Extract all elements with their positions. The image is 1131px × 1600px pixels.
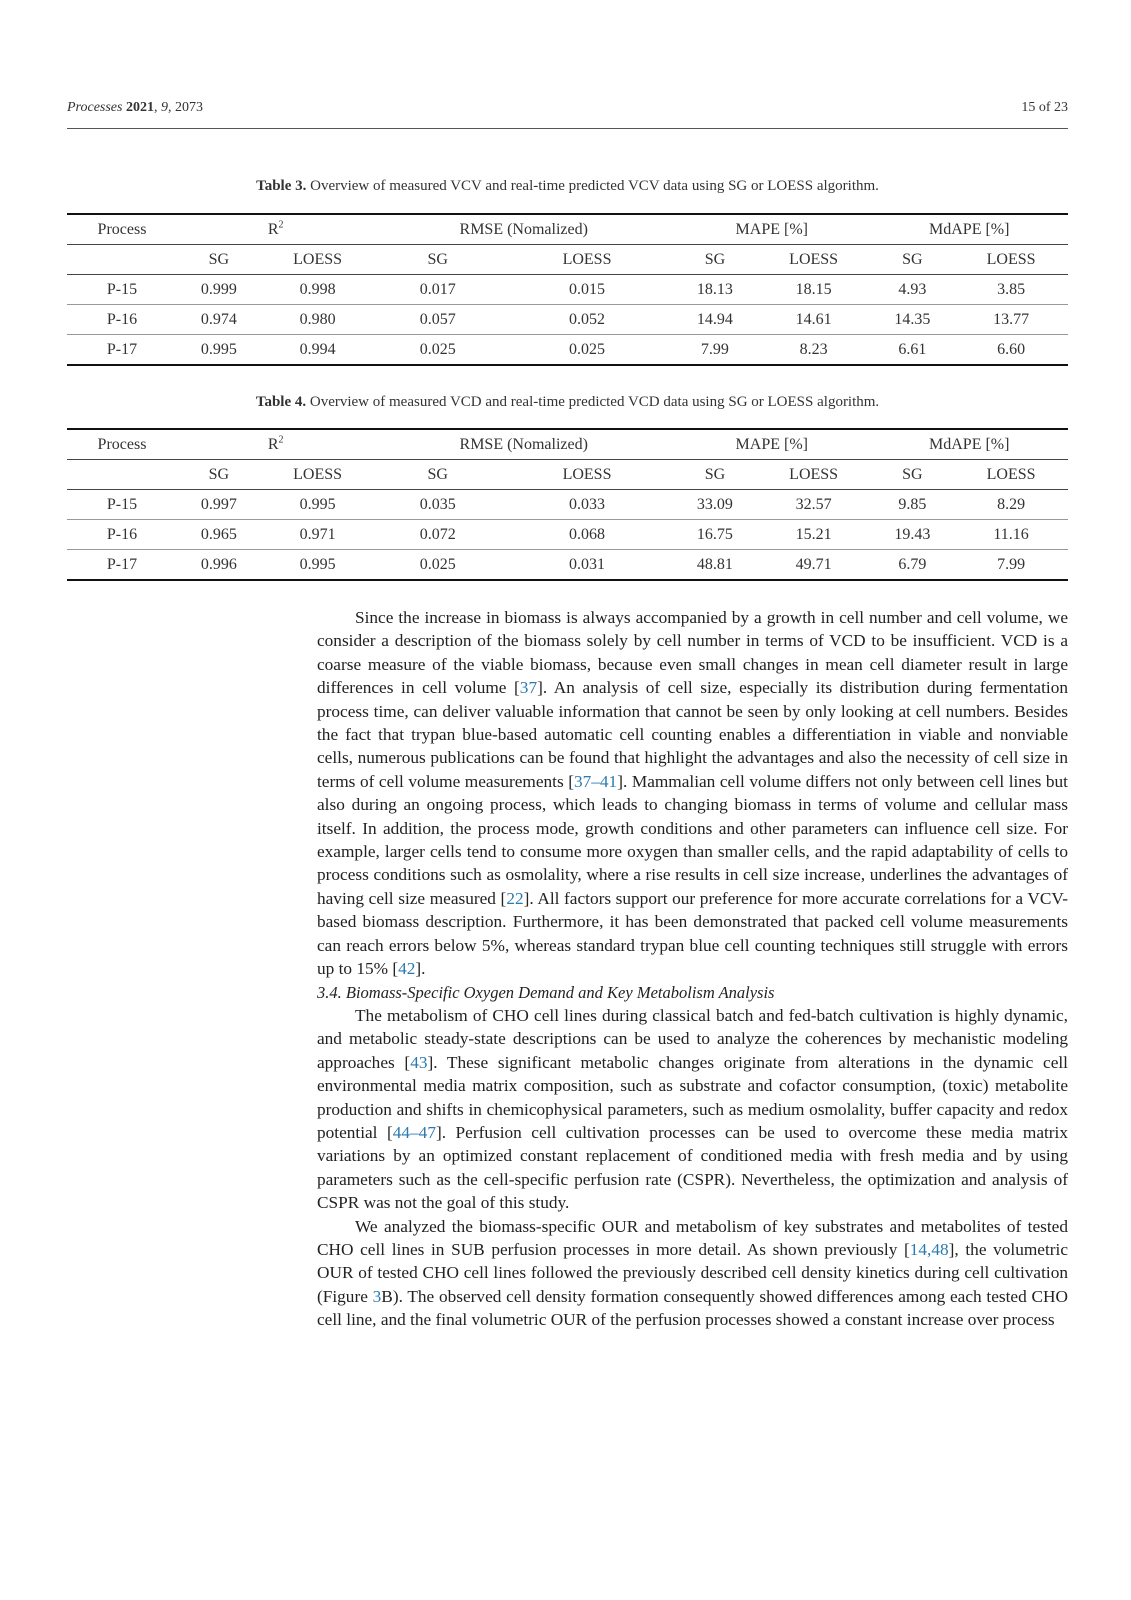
table-cell: 48.81 [673, 550, 757, 581]
table-cell: 9.85 [870, 490, 954, 520]
paragraph-biomass-description: Since the increase in biomass is always accompanied by a growth in cell number and cell volume, we consider a description of the biomass solely by cell number in terms of VCD to be insufficient. VCD is a coarse measure of the viable biomass, because even small changes in mean cell diameter result in large differences in cell volume [37]. An analysis of cell size, especially its distribution during fermentation process time, can deliver valuable information that cannot be seen by only looking at cell numbers. Besides the fact that trypan blue-based automatic cell counting enables a differentiation in viable and nonviable cells, numerous publications can be found that highlight the advantages and also the necessity of cell size in terms of cell volume measurements [37–41]. Mammalian cell volume differs not only between cell lines but also during an ongoing process, which leads to changing biomass in terms of volume and cellular mass itself. In addition, the process mode, growth conditions and other parameters can influence cell size. For example, larger cells tend to consume more oxygen than smaller cells, and the rapid adaptability of cells to process conditions such as osmolality, where a rise results in cell size increase, underlines the advantages of having cell size measured [22]. All factors support our preference for more accurate correlations for a VCV-based biomass description. Furthermore, it has been demonstrated that packed cell volume measurements can reach errors below 5%, whereas standard trypan blue cell counting techniques still struggle with errors up to 15% [42]. [317, 608, 1068, 979]
table-cell: 0.965 [177, 520, 261, 550]
subheader-cell: SG [374, 460, 501, 490]
table-cell: 18.13 [673, 275, 757, 305]
subheader-cell: SG [673, 460, 757, 490]
table-cell: 14.35 [870, 305, 954, 335]
citation-link[interactable]: 42 [398, 959, 416, 979]
table-cell: 0.997 [177, 490, 261, 520]
subheader-cell: SG [673, 245, 757, 275]
col-header-mape: MAPE [%] [673, 214, 870, 245]
table-cell: 14.94 [673, 305, 757, 335]
col-header-mape: MAPE [%] [673, 429, 870, 460]
table-cell: 7.99 [673, 335, 757, 366]
table-cell: 14.61 [757, 305, 871, 335]
table-cell: P-16 [67, 305, 177, 335]
section-heading: 3.4. Biomass-Specific Oxygen Demand and Key Metabolism Analysis [317, 982, 775, 1002]
table-cell: 7.99 [954, 550, 1068, 581]
table-cell: 0.072 [374, 520, 501, 550]
table-cell: 49.71 [757, 550, 871, 581]
table-cell: 0.025 [501, 335, 673, 366]
table-4 [67, 428, 1068, 581]
table-cell: 13.77 [954, 305, 1068, 335]
table-4-caption-text: Overview of measured VCD and real-time predicted VCD data using SG or LOESS algorithm. [309, 394, 880, 410]
table-cell: 6.79 [870, 550, 954, 581]
table-3-caption-text: Overview of measured VCV and real-time predicted VCV data using SG or LOESS algorithm. [310, 178, 879, 194]
col-header-rmse: RMSE (Nomalized) [374, 214, 673, 245]
citation-link[interactable]: 22 [506, 888, 524, 908]
article-number: 2073 [174, 100, 203, 115]
table-header-row [67, 214, 1068, 245]
table-cell: 0.033 [501, 490, 673, 520]
col-header-process: Process [67, 214, 177, 245]
journal-name: Processes [67, 100, 123, 115]
table-cell: 0.995 [177, 335, 261, 366]
figure-link[interactable]: 3 [372, 1286, 382, 1306]
table-row [67, 520, 1068, 550]
table-cell: P-17 [67, 335, 177, 366]
table-cell: 0.995 [261, 490, 375, 520]
table-cell: 8.23 [757, 335, 871, 366]
table-cell: 0.017 [374, 275, 501, 305]
citation-link[interactable]: 14,48 [909, 1239, 949, 1259]
table-cell: 0.035 [374, 490, 501, 520]
table-subheader-row [67, 245, 1068, 275]
col-header-r2: $R^2$ [177, 214, 374, 245]
table-cell: 0.999 [177, 275, 261, 305]
table-cell: 0.996 [177, 550, 261, 581]
table-row [67, 490, 1068, 520]
table-cell: 0.025 [374, 335, 501, 366]
paragraph-cho-metabolism: The metabolism of CHO cell lines during classical batch and fed-batch cultivation is highly dynamic, and metabolic steady-state descriptions can be used to analyze the coherences by mechanistic modeling approaches [43]. These significant metabolic changes originate from alterations in the dynamic cell environmental media matrix composition, such as substrate and cofactor consumption, (toxic) metabolite production and shifts in chemicophysical parameters, such as medium osmolality, buffer capacity and redox potential [44–47]. Perfusion cell cultivation processes can be used to overcome these media matrix variations by an optimized constant replacement of conditioned media with fresh media and by using parameters such as the cell-specific perfusion rate (CSPR). Nevertheless, the optimization and analysis of CSPR was not the goal of this study. [317, 1005, 1068, 1213]
page-header [67, 100, 1068, 129]
subheader-cell: LOESS [954, 460, 1068, 490]
table-cell: 0.015 [501, 275, 673, 305]
subheader-cell: SG [374, 245, 501, 275]
table-row [67, 305, 1068, 335]
subheader-cell: LOESS [757, 245, 871, 275]
table-cell: P-15 [67, 275, 177, 305]
subheader-cell: LOESS [261, 245, 375, 275]
paragraph-our-analysis: We analyzed the biomass-specific OUR and metabolism of key substrates and metabolites of tested CHO cell lines in SUB perfusion processes in more detail. As shown previously [14,48], the volumetric OUR of tested CHO cell lines followed the previously described cell density kinetics during cell cultivation (Figure 3B). The observed cell density formation consequently showed differences among each tested CHO cell line, and the final volumetric OUR of the perfusion processes showed a constant increase over process [317, 1216, 1068, 1330]
citation-link[interactable]: 43 [410, 1052, 428, 1072]
page-number: 15 of 23 [1021, 100, 1068, 115]
table-cell: 0.068 [501, 520, 673, 550]
subheader-cell: SG [177, 245, 261, 275]
table-row [67, 550, 1068, 581]
table-cell: 19.43 [870, 520, 954, 550]
table-cell: 11.16 [954, 520, 1068, 550]
col-header-process: Process [67, 429, 177, 460]
table-cell: 0.971 [261, 520, 375, 550]
table-row [67, 335, 1068, 366]
journal-volume: 9 [160, 100, 168, 115]
table-cell: 0.974 [177, 305, 261, 335]
table-3 [67, 213, 1068, 366]
table-cell: 0.052 [501, 305, 673, 335]
subheader-cell: SG [870, 245, 954, 275]
subheader-cell: SG [177, 460, 261, 490]
table-cell: 0.980 [261, 305, 375, 335]
table-cell: 0.994 [261, 335, 375, 366]
table-cell: 0.031 [501, 550, 673, 581]
table-3-label: Table 3. [256, 178, 307, 194]
table-row [67, 275, 1068, 305]
table-cell: 0.057 [374, 305, 501, 335]
table-cell: 33.09 [673, 490, 757, 520]
table-cell: 6.61 [870, 335, 954, 366]
subheader-cell: LOESS [757, 460, 871, 490]
citation-link[interactable]: 37 [519, 678, 538, 698]
table-cell: 18.15 [757, 275, 871, 305]
col-header-mdape: MdAPE [%] [870, 429, 1068, 460]
subheader-cell: LOESS [261, 460, 375, 490]
col-header-rmse: RMSE (Nomalized) [374, 429, 673, 460]
table-header-row [67, 429, 1068, 460]
table-cell: P-17 [67, 550, 177, 581]
table-cell: 8.29 [954, 490, 1068, 520]
table-4-label: Table 4. [255, 394, 307, 410]
subheader-cell: LOESS [501, 245, 673, 275]
subheader-cell [67, 460, 177, 490]
table-cell: 4.93 [870, 275, 954, 305]
table-cell: 0.995 [261, 550, 375, 581]
subheader-cell [67, 245, 177, 275]
table-cell: 3.85 [954, 275, 1068, 305]
citation-link[interactable]: 37–41 [573, 771, 618, 791]
table-subheader-row [67, 460, 1068, 490]
subheader-cell: LOESS [954, 245, 1068, 275]
table-3-caption [67, 178, 1068, 195]
col-header-mdape: MdAPE [%] [870, 214, 1068, 245]
citation-link[interactable]: 44–47 [392, 1122, 436, 1142]
journal-year: 2021 [125, 100, 154, 115]
subheader-cell: SG [870, 460, 954, 490]
table-cell: 0.998 [261, 275, 375, 305]
table-cell: 16.75 [673, 520, 757, 550]
table-cell: 0.025 [374, 550, 501, 581]
table-cell: P-15 [67, 490, 177, 520]
table-4-caption [67, 394, 1068, 411]
table-cell: 6.60 [954, 335, 1068, 366]
table-cell: P-16 [67, 520, 177, 550]
table-cell: 32.57 [757, 490, 871, 520]
table-cell: 15.21 [757, 520, 871, 550]
journal-citation: Processes 2021, 9, 2073 [67, 100, 203, 115]
body-text [317, 606, 1068, 1332]
subheader-cell: LOESS [501, 460, 673, 490]
col-header-r2: $R^2$ [177, 429, 374, 460]
